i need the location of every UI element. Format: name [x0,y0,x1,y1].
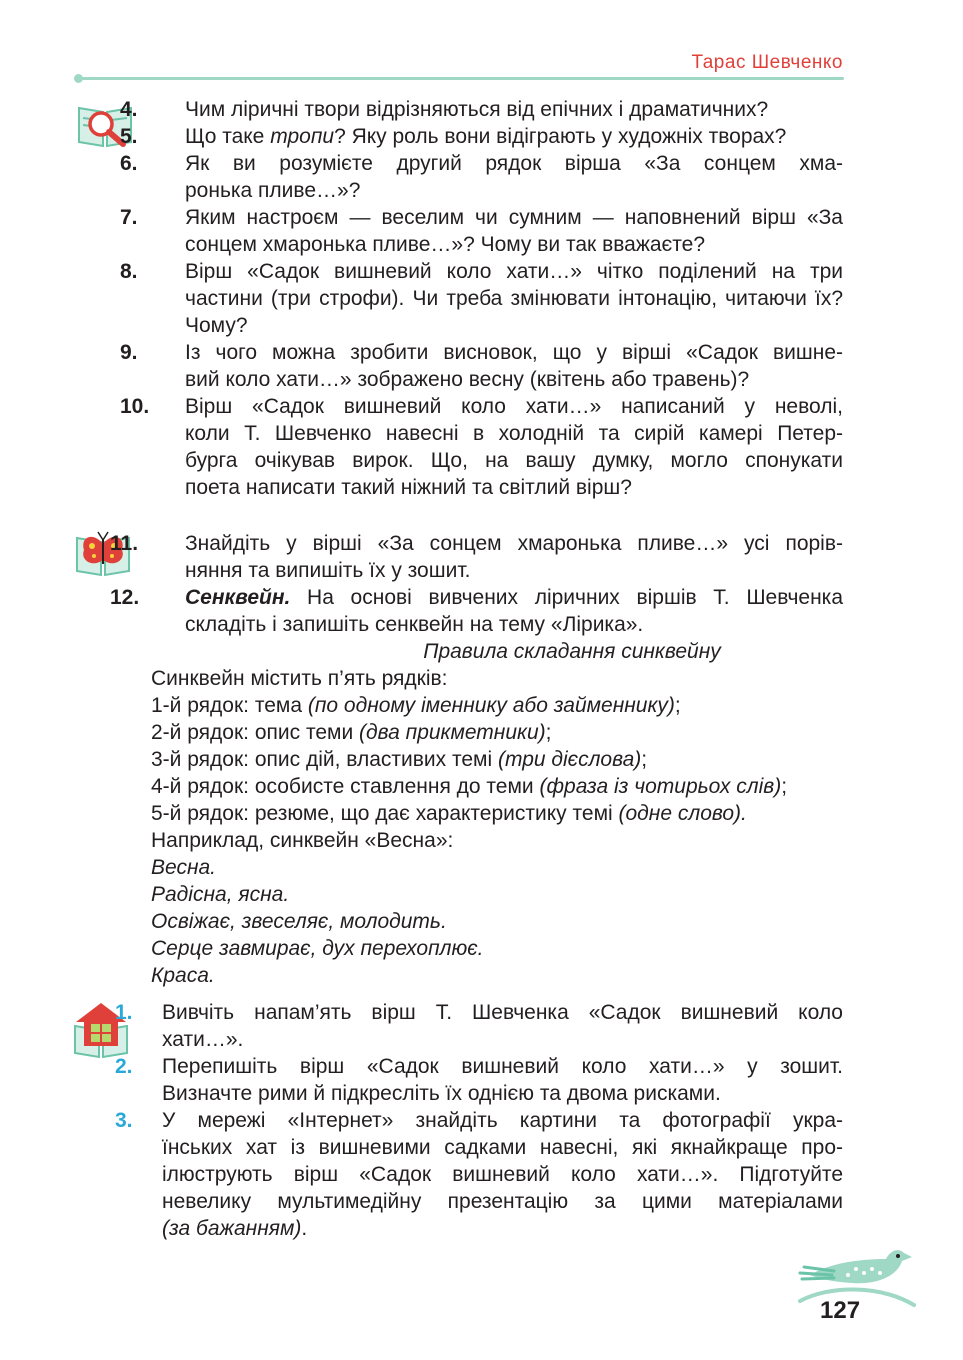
question-number: 9. [120,341,138,364]
rule-line [151,773,851,800]
rule-line [151,719,851,746]
homework-number: 2. [115,1055,133,1078]
question-line: Знайдіть у вірші «За сонцем хмаронька пливе…» усі порів- [185,532,843,555]
rule-note: (три дієслова) [492,748,642,771]
rule-end: ; [545,721,552,744]
question-6 [0,150,843,204]
question-text-italic: тропи [270,125,335,148]
question-8 [0,258,843,339]
homework-line: ілюструють вірш «Садок вишневий коло хати…». Підготуйте [162,1163,843,1186]
rule-text: 4-й рядок: особисте ставлення до теми [151,775,534,798]
question-number: 12. [110,586,140,609]
homework-line: У мережі «Інтернет» знайдіть картини та фотографії укра- [162,1109,843,1132]
question-9 [0,339,843,393]
question-line: Із чого можна зробити висновок, що у вірші «Садок вишне- [185,341,843,364]
homework-end: . [301,1217,308,1240]
question-10 [0,393,843,501]
homework-line: Вивчіть напам’ять вірш Т. Шевченка «Садок вишневий коло [162,1001,843,1024]
homework-line [162,1215,843,1242]
question-line: ронька пливе…»? [185,179,361,202]
question-text: На основі вивчених ліричних віршів Т. Шевченка [290,586,843,609]
rule-end: ; [781,775,788,798]
rule-text: 1-й рядок: тема [151,694,303,717]
homework-note: (за бажанням) [162,1217,302,1240]
question-line: складіть і запишіть сенквейн на тему «Лірика». [185,613,644,636]
question-line [185,584,843,611]
page-header [0,0,963,90]
homework-item-3 [0,1107,843,1242]
example-line: Серце завмирає, дух перехоплює. [151,937,484,960]
question-line: бурга очікував вирок. Що, на вашу думку, могло спонукати [185,449,843,472]
rule-end: ; [641,748,648,771]
homework-number: 1. [115,1001,133,1024]
question-12 [0,584,843,638]
example-line: Радісна, ясна. [151,883,290,906]
question-number: 8. [120,260,138,283]
sinkveyn-rules [151,638,851,989]
homework-line: хати…». [162,1028,244,1051]
question-line: няння та випишіть їх у зошит. [185,559,471,582]
question-line: поета написати такий ніжний та світлий вірш? [185,476,632,499]
question-number: 4. [120,98,138,121]
rules-intro: Синквейн містить п’ять рядків: [151,667,448,690]
term-sinkveyn: Сенквейн. [185,586,291,609]
question-5 [0,123,843,150]
question-text: Що таке [185,125,271,148]
running-title: Тарас Шевченко [691,52,843,73]
example-line: Весна. [151,856,217,879]
homework-line: їнських хат із вишневими садками навесні, які якнайкраще про- [162,1136,843,1159]
question-number: 7. [120,206,138,229]
question-7 [0,204,843,258]
rule-note: (одне слово). [612,802,747,825]
homework-block [0,999,963,1242]
page-number: 127 [820,1297,861,1324]
question-number: 10. [120,395,150,418]
rule-text: 2-й рядок: опис теми [151,721,354,744]
homework-number: 3. [115,1109,133,1132]
questions-block-b [0,530,963,638]
homework-line: Визначте рими й підкресліть їх однією та двома рисками. [162,1082,721,1105]
question-number: 5. [120,125,138,148]
question-line: Вірш «Садок вишневий коло хати…» написаний у неволі, [185,395,843,418]
rules-title: Правила складання синквейну [423,640,721,663]
question-text: Чим ліричні твори відрізняються від епічних і драматичних? [185,98,769,121]
question-number: 11. [110,532,139,555]
question-number: 6. [120,152,138,175]
question-line: коли Т. Шевченко навесні в холодній та сирій камері Петер- [185,422,843,445]
rule-end: ; [674,694,681,717]
question-line: вий коло хати…» зображено весну (квітень або травень)? [185,368,750,391]
question-text: Яким настроєм — веселим чи сумним — наповнений вірш «За сонцем хмаронька пливе…»? Чому ви так вважаєте? [185,206,843,256]
questions-block-a [0,96,963,501]
header-rule [78,77,844,80]
homework-line: невелику мультимедійну презентацію за цими матеріалами [162,1190,843,1213]
question-text: Вірш «Садок вишневий коло хати…» чітко поділений на три частини (три строфи). Чи треба змінювати інтонацію, читаючи їх? Чому? [185,260,843,337]
rule-note: (два прикметники) [353,721,546,744]
rule-text: 5-й рядок: резюме, що дає характеристику темі [151,802,613,825]
question-11 [0,530,843,584]
rule-line [151,746,851,773]
rule-line [151,692,851,719]
question-text: ? Яку роль вони відіграють у художніх творах? [334,125,787,148]
example-line: Краса. [151,964,215,987]
rule-text: 3-й рядок: опис дій, властивих темі [151,748,493,771]
rule-note: (по одному іменнику або займеннику) [302,694,675,717]
rule-line [151,800,851,827]
rule-note: (фраза із чотирьох слів) [533,775,782,798]
homework-line: Перепишіть вірш «Садок вишневий коло хати…» у зошит. [162,1055,843,1078]
homework-item-1 [0,999,843,1053]
question-4 [0,96,843,123]
example-line: Освіжає, звеселяє, молодить. [151,910,447,933]
question-line: Як ви розумієте другий рядок вірша «За сонцем хма- [185,152,843,175]
example-intro: Наприклад, синквейн «Весна»: [151,829,454,852]
homework-item-2 [0,1053,843,1107]
